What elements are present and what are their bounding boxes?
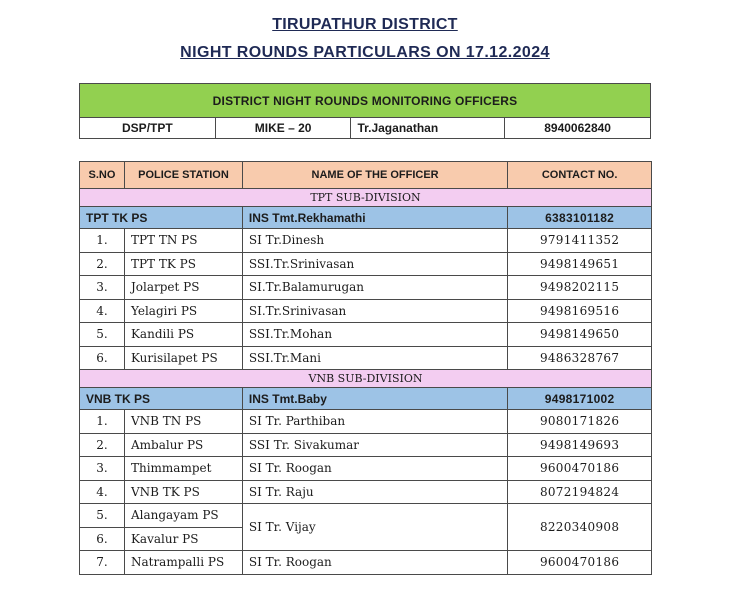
row-sno: 7. [80,551,125,575]
header-sno: S.NO [80,162,125,189]
monitoring-heading: DISTRICT NIGHT ROUNDS MONITORING OFFICERS [80,84,651,118]
table-row [80,323,652,347]
row-sno: 1. [80,229,125,253]
row-sno: 3. [80,276,125,300]
header-station: POLICE STATION [124,162,242,189]
vnb-subdivision-label: VNB SUB-DIVISION [80,370,652,388]
table-row [80,276,652,300]
row-sno: 2. [80,433,125,457]
tpt-head-station: TPT TK PS [80,207,243,229]
vnb-head-station: VNB TK PS [80,388,243,410]
row-station: Jolarpet PS [124,276,242,300]
row-contact: 9498169516 [508,299,652,323]
monitor-designation: DSP/TPT [80,118,216,139]
row-sno: 6. [80,527,125,551]
row-station: VNB TN PS [124,410,242,434]
row-name: SI Tr. Roogan [242,457,507,481]
table-row [80,299,652,323]
tpt-head-name: INS Tmt.Rekhamathi [242,207,507,229]
row-name: SSI Tr. Sivakumar [242,433,507,457]
table-row [80,252,652,276]
tpt-subdivision-label: TPT SUB-DIVISION [80,189,652,207]
vnb-head-name: INS Tmt.Baby [242,388,507,410]
row-name: SSI.Tr.Mani [242,346,507,370]
monitor-callsign: MIKE – 20 [215,118,351,139]
page-title: TIRUPATHUR DISTRICT [272,16,458,33]
tpt-head-row [80,207,652,229]
row-station: Kavalur PS [124,527,242,551]
vnb-head-contact: 9498171002 [508,388,652,410]
row-station: Kandili PS [124,323,242,347]
row-name: SI.Tr.Srinivasan [242,299,507,323]
row-station: Ambalur PS [124,433,242,457]
row-contact: 8220340908 [508,504,652,551]
row-station: Yelagiri PS [124,299,242,323]
header-name: NAME OF THE OFFICER [242,162,507,189]
row-station: Natrampalli PS [124,551,242,575]
row-name: SSI.Tr.Mohan [242,323,507,347]
row-name: SI Tr.Dinesh [242,229,507,253]
row-name: SSI.Tr.Srinivasan [242,252,507,276]
row-station: Thimmampet [124,457,242,481]
row-sno: 4. [80,299,125,323]
table-row [80,346,652,370]
row-station: Kurisilapet PS [124,346,242,370]
table-row [80,410,652,434]
row-sno: 1. [80,410,125,434]
row-contact: 9600470186 [508,457,652,481]
header-contact: CONTACT NO. [508,162,652,189]
row-station: TPT TK PS [124,252,242,276]
row-contact: 9791411352 [508,229,652,253]
table-row [80,480,652,504]
row-name: SI Tr. Raju [242,480,507,504]
row-station: Alangayam PS [124,504,242,528]
row-sno: 2. [80,252,125,276]
row-name: SI Tr. Roogan [242,551,507,575]
row-contact: 8072194824 [508,480,652,504]
row-contact: 9080171826 [508,410,652,434]
night-rounds-table [79,161,652,575]
row-sno: 6. [80,346,125,370]
monitor-contact: 8940062840 [505,118,651,139]
table-row [80,433,652,457]
table-row [80,504,652,528]
row-name: SI.Tr.Balamurugan [242,276,507,300]
table-row [80,457,652,481]
table-row [80,229,652,253]
row-name: SI Tr. Parthiban [242,410,507,434]
row-sno: 3. [80,457,125,481]
table-header-row [80,162,652,189]
row-sno: 4. [80,480,125,504]
monitoring-officers-table [79,83,651,139]
monitor-name: Tr.Jaganathan [351,118,505,139]
row-sno: 5. [80,504,125,528]
row-contact: 9498202115 [508,276,652,300]
page-subtitle: NIGHT ROUNDS PARTICULARS ON 17.12.2024 [180,44,550,61]
table-row [80,551,652,575]
vnb-head-row [80,388,652,410]
row-name: SI Tr. Vijay [242,504,507,551]
row-contact: 9498149693 [508,433,652,457]
row-sno: 5. [80,323,125,347]
row-contact: 9600470186 [508,551,652,575]
tpt-head-contact: 6383101182 [508,207,652,229]
row-contact: 9498149650 [508,323,652,347]
row-contact: 9486328767 [508,346,652,370]
row-station: VNB TK PS [124,480,242,504]
row-station: TPT TN PS [124,229,242,253]
row-contact: 9498149651 [508,252,652,276]
